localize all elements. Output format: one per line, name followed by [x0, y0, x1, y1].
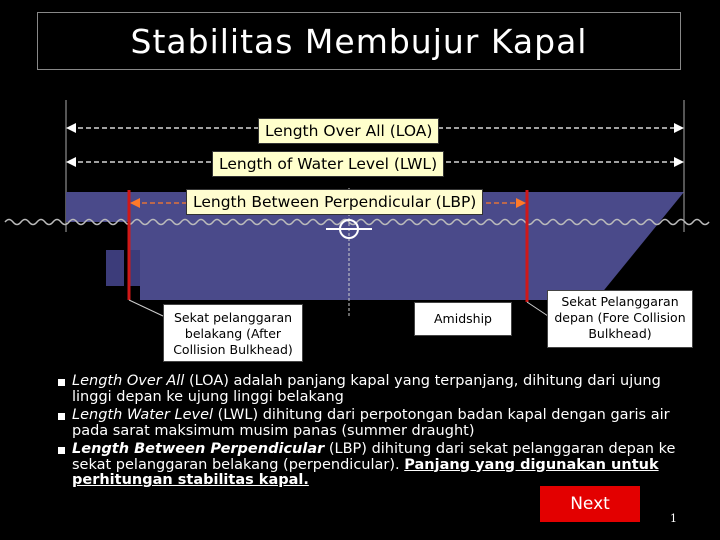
bullet-lbp-emphasis: Panjang yang digunakan untuk perhitungan stabilitas kapal. — [72, 456, 659, 488]
bullet-loa — [48, 374, 696, 405]
fore-note-line-1: Sekat Pelanggaran — [561, 294, 679, 309]
bullet-list — [48, 374, 696, 492]
lwl-arrow-right — [674, 157, 684, 167]
bullet-lwl-text: dihitung dari perpotongan badan kapal dengan garis air pada sarat maksimum musim panas (summer draught) — [72, 407, 670, 439]
fore-note-line-3: Bulkhead) — [588, 326, 652, 341]
amidship-text: Amidship — [434, 311, 492, 326]
lbp-label: Length Between Perpendicular (LBP) — [186, 189, 483, 215]
loa-arrow-right — [674, 123, 684, 133]
bullet-lbp-text: dihitung dari sekat pelanggaran depan ke sekat pelanggaran belakang (perpendicular). — [72, 441, 676, 473]
loa-arrow-left — [66, 123, 76, 133]
after-note-line-3: Collision Bulkhead) — [173, 342, 293, 357]
lwl-label: Length of Water Level (LWL) — [212, 151, 444, 177]
bullet-lbp-abbr: (LBP) — [324, 441, 367, 457]
page-title: Stabilitas Membujur Kapal — [130, 21, 588, 61]
bullet-lwl-term: Length Water Level — [72, 407, 214, 423]
rudder — [106, 250, 140, 286]
fore-note-pointer — [527, 302, 548, 316]
page-number: 1 — [670, 512, 677, 525]
bullet-marker — [58, 413, 65, 420]
bullet-loa-term: Length Over All — [72, 373, 185, 389]
after-bulkhead-note — [163, 304, 303, 362]
fore-note-line-2: depan (Fore Collision — [554, 310, 686, 325]
after-note-line-2: belakang (After — [184, 326, 282, 341]
next-button[interactable]: Next — [540, 486, 640, 522]
after-note-line-1: Sekat pelanggaran — [173, 310, 293, 325]
bullet-lbp-term: Length Between Perpendicular — [72, 441, 325, 457]
bullet-marker — [58, 379, 65, 386]
after-note-pointer — [129, 300, 163, 316]
bullet-loa-text: adalah panjang kapal yang terpanjang, dihitung dari ujung linggi depan ke ujung linggi belakang — [72, 373, 661, 405]
fore-bulkhead-note — [547, 290, 693, 348]
bullet-loa-abbr: (LOA) — [188, 373, 229, 389]
bullet-lwl — [48, 408, 696, 439]
lwl-arrow-left — [66, 157, 76, 167]
rudder-gap — [124, 250, 128, 286]
bullet-lwl-abbr: (LWL) — [213, 407, 259, 423]
amidship-note — [414, 302, 512, 336]
bullet-lbp — [48, 442, 696, 489]
bullet-marker — [58, 447, 65, 454]
loa-label: Length Over All (LOA) — [258, 118, 439, 144]
